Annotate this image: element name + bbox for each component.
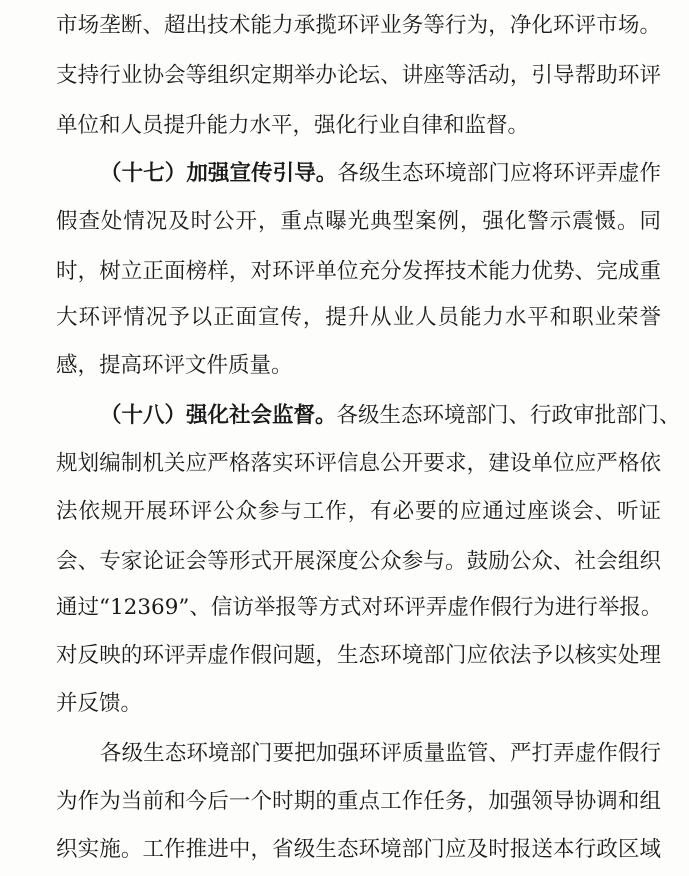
line-text: 时，树立正面榜样，对环评单位充分发挥技术能力优势、完成重 [56, 259, 661, 284]
text-line-2 [56, 54, 661, 98]
line-text: 各级生态环境部门、行政审批部门、 [336, 403, 681, 428]
line-text: 假查处情况及时公开，重点曝光典型案例，强化警示震慑。同 [56, 209, 661, 234]
line-text: 市场垄断、超出技术能力承揽环评业务等行为，净化环评市场。 [56, 13, 661, 38]
line-text: 单位和人员提升能力水平，强化行业自律和监督。 [56, 113, 530, 138]
text-line-10 [56, 442, 661, 486]
closing-paragraph-first-line [100, 732, 661, 776]
text-line-18 [56, 828, 661, 872]
line-text: 织实施。工作推进中，省级生态环境部门应及时报送本行政区域 [56, 837, 661, 862]
text-line-14 [56, 634, 661, 678]
line-text: 各级生态环境部门应将环评弄虚作 [337, 161, 661, 186]
text-line-6 [56, 250, 661, 294]
line-text: 各级生态环境部门要把加强环评质量监管、严打弄虚作假行 [100, 741, 661, 766]
text-line-1 [56, 4, 661, 48]
text-line-7 [56, 296, 661, 340]
text-line-13 [56, 586, 661, 630]
text-line-5 [56, 200, 661, 244]
text-line-3 [56, 104, 661, 148]
text-line-17 [56, 780, 661, 824]
text-line-11 [56, 490, 661, 534]
section-heading-18: （十八）强化社会监督。 [100, 403, 337, 428]
line-text: 会、专家论证会等形式开展深度公众参与。鼓励公众、社会组织 [56, 549, 661, 574]
paragraph-18-first-line [100, 394, 681, 438]
text-line-15 [56, 682, 661, 726]
line-text: 对反映的环评弄虚作假问题，生态环境部门应依法予以核实处理 [56, 643, 661, 668]
text-line-8 [56, 344, 661, 388]
line-text: 支持行业协会等组织定期举办论坛、讲座等活动，引导帮助环评 [56, 63, 661, 88]
line-text: 规划编制机关应严格落实环评信息公开要求，建设单位应严格依 [56, 451, 661, 476]
paragraph-17-first-line [100, 152, 661, 196]
line-text: 通过“12369”、信访举报等方式对环评弄虚作假行为进行举报。 [56, 595, 663, 620]
text-line-12 [56, 540, 661, 584]
line-text: 并反馈。 [56, 691, 143, 716]
line-text: 为作为当前和今后一个时期的重点工作任务，加强领导协调和组 [56, 789, 661, 814]
section-heading-17: （十七）加强宣传引导。 [100, 161, 338, 186]
line-text: 大环评情况予以正面宣传，提升从业人员能力水平和职业荣誉 [56, 305, 661, 330]
line-text: 感，提高环评文件质量。 [56, 353, 293, 378]
line-text: 法依规开展环评公众参与工作，有必要的应通过座谈会、听证 [56, 499, 661, 524]
